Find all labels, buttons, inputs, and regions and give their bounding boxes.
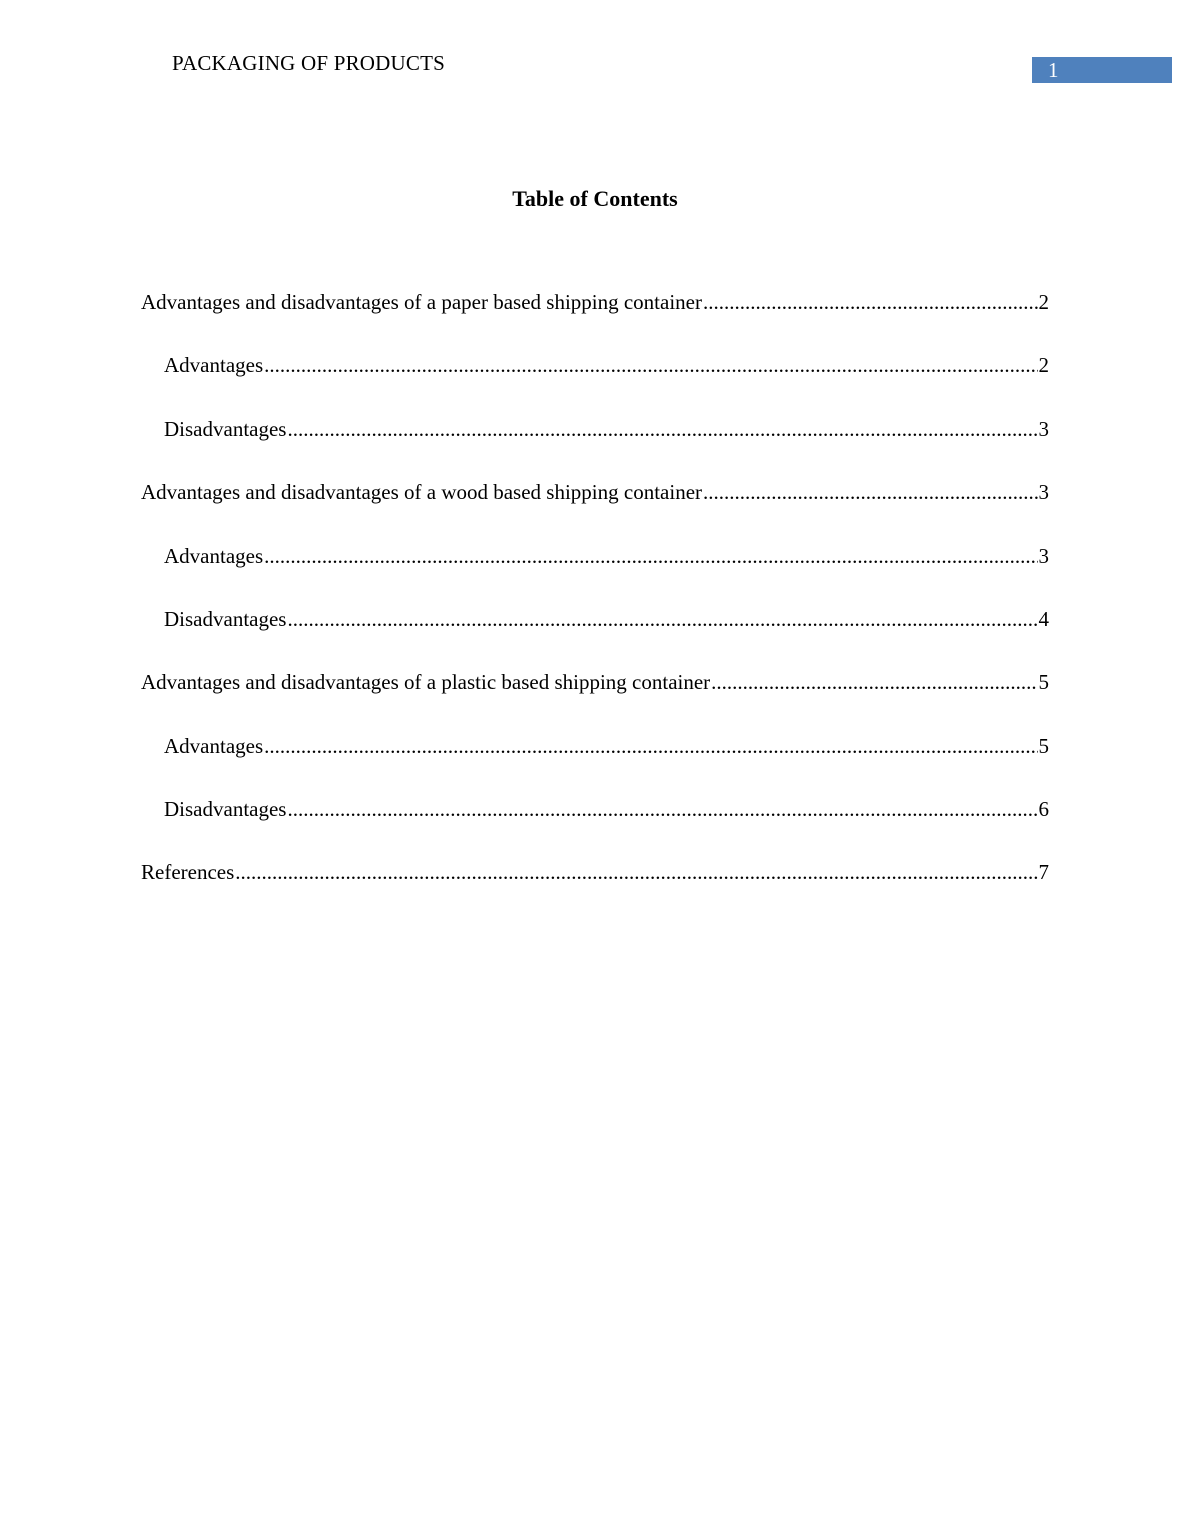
toc-entry-wood-disadvantages[interactable] xyxy=(164,607,1049,635)
toc-entry-paper[interactable] xyxy=(141,290,1049,318)
toc-title: Table of Contents xyxy=(512,186,678,211)
toc-dot-leader xyxy=(703,290,1038,315)
toc-entry-references[interactable] xyxy=(141,860,1049,888)
toc-entry-text: Advantages xyxy=(164,734,264,758)
toc-dot-leader xyxy=(264,544,1037,569)
toc-entry-paper-disadvantages[interactable] xyxy=(164,417,1049,445)
toc-entry-text: Disadvantages xyxy=(164,607,287,631)
toc-entry-text: Advantages and disadvantages of a wood based shipping container xyxy=(141,480,703,504)
toc-entry-page: 3 xyxy=(1038,417,1049,441)
toc-entry-text: Disadvantages xyxy=(164,417,287,441)
toc-dot-leader xyxy=(264,734,1037,759)
toc-entry-wood[interactable] xyxy=(141,480,1049,508)
toc-entry-plastic-disadvantages[interactable] xyxy=(164,797,1049,825)
toc-entry-page: 7 xyxy=(1038,860,1049,884)
toc-entry-text: Advantages xyxy=(164,353,264,377)
toc-entry-text: Advantages and disadvantages of a paper based shipping container xyxy=(141,290,702,314)
toc-entry-page: 6 xyxy=(1038,797,1049,821)
toc-entry-text: Advantages and disadvantages of a plastic based shipping container xyxy=(141,670,711,694)
running-head: PACKAGING OF PRODUCTS xyxy=(172,51,445,75)
toc-entry-page: 3 xyxy=(1038,544,1049,568)
toc-dot-leader xyxy=(287,797,1037,822)
toc-entry-page: 2 xyxy=(1038,290,1049,314)
toc-entry-text: References xyxy=(141,860,235,884)
toc-dot-leader xyxy=(264,353,1037,378)
toc-entry-plastic[interactable] xyxy=(141,670,1049,698)
toc-dot-leader xyxy=(711,670,1037,695)
toc-entry-page: 2 xyxy=(1038,353,1049,377)
toc-entry-page: 5 xyxy=(1038,670,1049,694)
toc-entry-page: 5 xyxy=(1038,734,1049,758)
toc-entry-text: Advantages xyxy=(164,544,264,568)
toc-entry-page: 3 xyxy=(1038,480,1049,504)
toc-entry-text: Disadvantages xyxy=(164,797,287,821)
toc-dot-leader xyxy=(287,417,1037,442)
toc-entry-page: 4 xyxy=(1038,607,1049,631)
toc-dot-leader xyxy=(235,860,1037,885)
toc-dot-leader xyxy=(287,607,1037,632)
toc-entry-wood-advantages[interactable] xyxy=(164,544,1049,572)
page-number: 1 xyxy=(1048,58,1059,82)
toc-dot-leader xyxy=(703,480,1037,505)
toc-entry-plastic-advantages[interactable] xyxy=(164,734,1049,762)
toc-entry-paper-advantages[interactable] xyxy=(164,353,1049,381)
